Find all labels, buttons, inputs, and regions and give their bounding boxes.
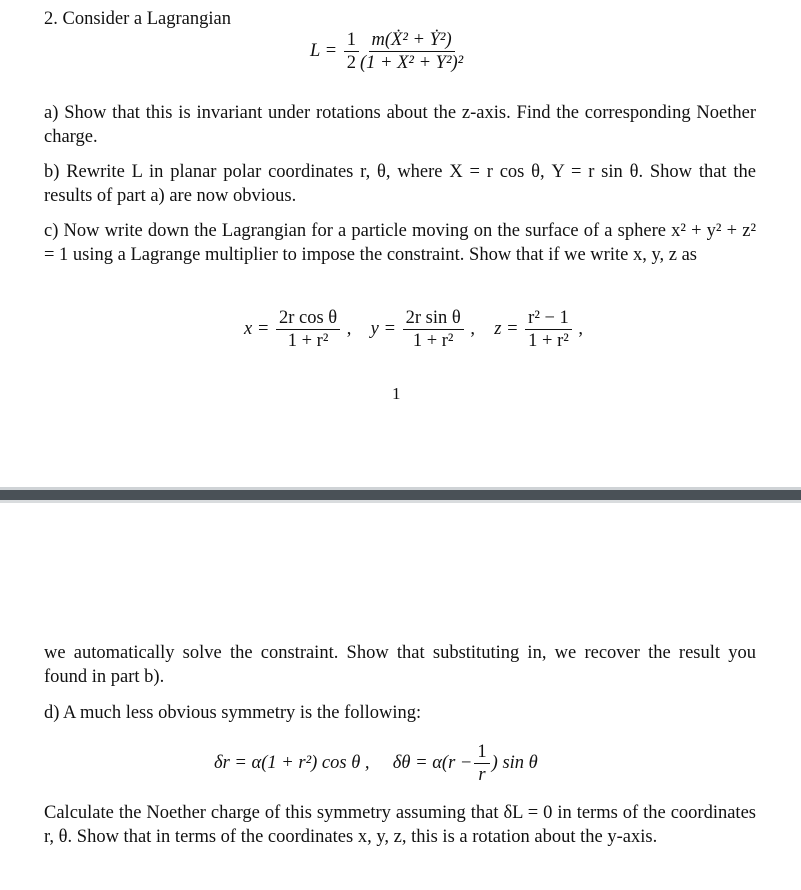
sep-2: , xyxy=(470,318,475,339)
page-number: 1 xyxy=(392,384,401,403)
continuation-text: we automatically solve the constraint. Show that substituting in, we recover the result you found in part b). xyxy=(44,643,756,687)
y-num: 2r sin θ xyxy=(403,308,464,330)
lagrangian-den: (1 + X² + Y²)² xyxy=(359,53,464,73)
lagrangian-fraction xyxy=(357,30,466,73)
coordinate-equations xyxy=(244,308,583,351)
delta-theta-pre: δθ = α(r − xyxy=(392,752,473,773)
x-fraction xyxy=(276,308,340,351)
x-num: 2r cos θ xyxy=(276,308,340,330)
lagrangian-num: m(Ẋ² + Ẏ²) xyxy=(369,30,455,52)
z-lhs: z = xyxy=(494,318,519,339)
part-b: b) Rewrite L in planar polar coordinates r, θ, where X = r cos θ, Y = r sin θ. Show that the results of part a) are now obvious. xyxy=(44,162,756,206)
part-a: a) Show that this is invariant under rotations about the z-axis. Find the corresponding Noether charge. xyxy=(44,103,756,147)
part-d: d) A much less obvious symmetry is the following: xyxy=(44,703,422,723)
delta-r: δr = α(1 + r²) cos θ , xyxy=(214,752,370,773)
delta-theta-post: ) sin θ xyxy=(491,752,538,773)
problem-title: 2. Consider a Lagrangian xyxy=(44,9,231,29)
lagrangian-lhs: L = xyxy=(310,40,338,61)
coef-den: 2 xyxy=(346,53,356,73)
page-separator xyxy=(0,487,801,503)
part-c: c) Now write down the Lagrangian for a particle moving on the surface of a sphere x² + y² + z² = 1 using a Lagrange multiplier to impose the constraint. Show that if we write x, y, z as xyxy=(44,221,756,265)
y-den: 1 + r² xyxy=(412,331,454,351)
y-lhs: y = xyxy=(370,318,396,339)
z-den: 1 + r² xyxy=(528,331,569,351)
one-over-r-num: 1 xyxy=(474,742,489,764)
coef-num: 1 xyxy=(344,30,359,52)
final-question: Calculate the Noether charge of this symmetry assuming that δL = 0 in terms of the coordinates r, θ. Show that in terms of the coordinates x, y, z, this is a rotation about the y-axis. xyxy=(44,803,756,847)
z-fraction xyxy=(525,308,572,351)
one-over-r xyxy=(474,742,489,785)
lagrangian-equation xyxy=(310,30,468,73)
y-fraction xyxy=(403,308,464,351)
z-num: r² − 1 xyxy=(525,308,572,330)
symmetry-equations xyxy=(214,742,538,785)
one-over-r-den: r xyxy=(478,765,486,785)
sep-1: , xyxy=(346,318,352,339)
x-lhs: x = xyxy=(244,318,270,339)
x-den: 1 + r² xyxy=(287,331,329,351)
sep-3: , xyxy=(578,318,584,339)
